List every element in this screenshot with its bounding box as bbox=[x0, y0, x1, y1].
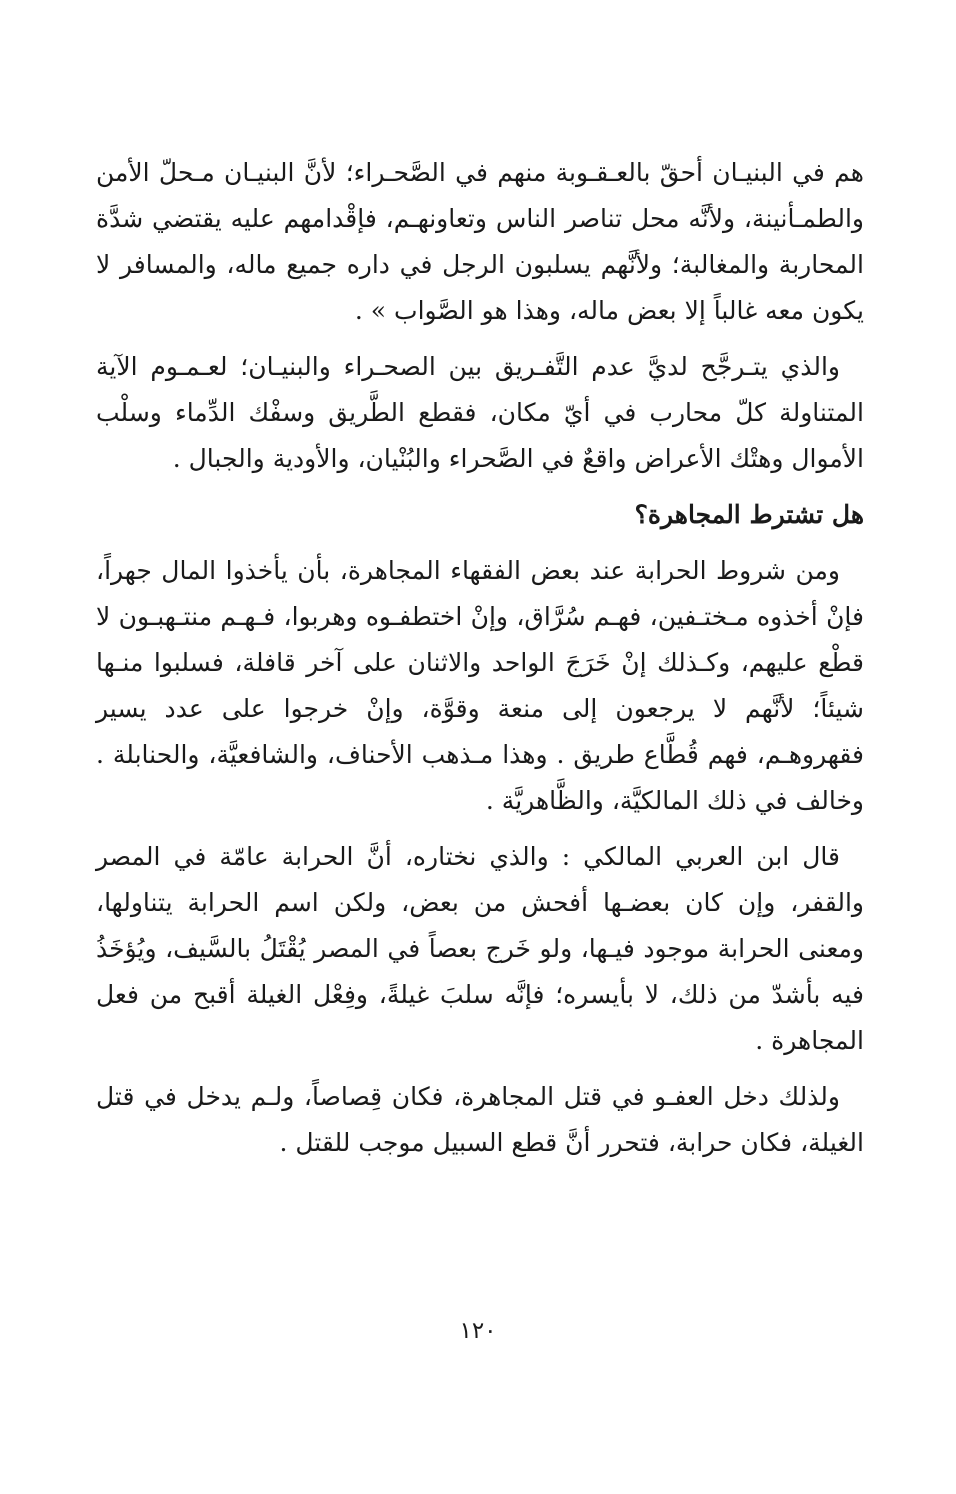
page-body bbox=[96, 150, 864, 1176]
paragraph-4: قال ابن العربي المالكي : والذي نختاره، أنَّ الحرابة عامّة في المصر والقفر، وإن كان بعضـها أفحش من بعض، ولكن اسم الحرابة يتناولها، ومعنى الحرابة موجود فيـها، ولو خَرج بعصاً في المصر يُقْتَلُ بالسَّيف، ويُؤخَذُ فيه بأشدّ من ذلك، لا بأيسره؛ فإنَّه سلبَ غيلةً، وفِعْل الغيلة أقبح من فعل المجاهرة . bbox=[96, 842, 864, 1055]
paragraph-3: ومن شروط الحرابة عند بعض الفقهاء المجاهرة، بأن يأخذوا المال جهراً، فإنْ أخذوه مـختـفين، فهـم سُرَّاق، وإنْ اختطفـوه وهربوا، فـهـم منتـهبـون لا قطْع عليهم، وكـذلك إنْ خَرَجَ الواحد والاثنان على آخر قافلة، فسلبوا منـها شيئاً؛ لأنَّهم لا يرجعون إلى منعة وقوَّة، وإنْ خرجوا على عدد يسير فقهروهـم، فهم قُطَّاع طريق . وهذا مـذهب الأحناف، والشافعيَّة، والحنابلة . وخالف في ذلك المالكيَّة، والظَّاهريَّة . bbox=[96, 556, 864, 815]
section-heading: هل تشترط المجاهرة؟ bbox=[634, 500, 864, 529]
page-number: ١٢٠ bbox=[459, 1318, 497, 1344]
paragraph-2: والذي يتـرجَّح لديَّ عدم التَّفـريق بين الصحـراء والبنيـان؛ لعـمـوم الآية المتناولة كلّ محارب في أيّ مكان، فقطع الطَّريق وسفْك الدِّماء وسلْب الأموال وهتْك الأعراض واقعٌ في الصَّحراء والبُنْيان، والأودية والجبال . bbox=[96, 352, 864, 473]
paragraph-1: هم في البنيـان أحقّ بالعـقـوبة منهم في الصَّحـراء؛ لأنَّ البنيـان مـحلّ الأمن والطمـأنينة، ولأنَّه محل تناصر الناس وتعاونهـم، فإقْدامهم عليه يقتضي شدَّة المحاربة والمغالبة؛ ولأنَّهم يسلبون الرجل في داره جميع ماله، والمسافر لا يكون معه غالباً إلا بعض ماله، وهذا هو الصَّواب » . bbox=[96, 158, 864, 325]
paragraph-5: ولذلك دخل العفـو في قتل المجاهرة، فكان قِصاصاً، ولـم يدخل في قتل الغيلة، فكان حرابة، فتحرر أنَّ قطع السبيل موجب للقتل . bbox=[96, 1082, 864, 1157]
